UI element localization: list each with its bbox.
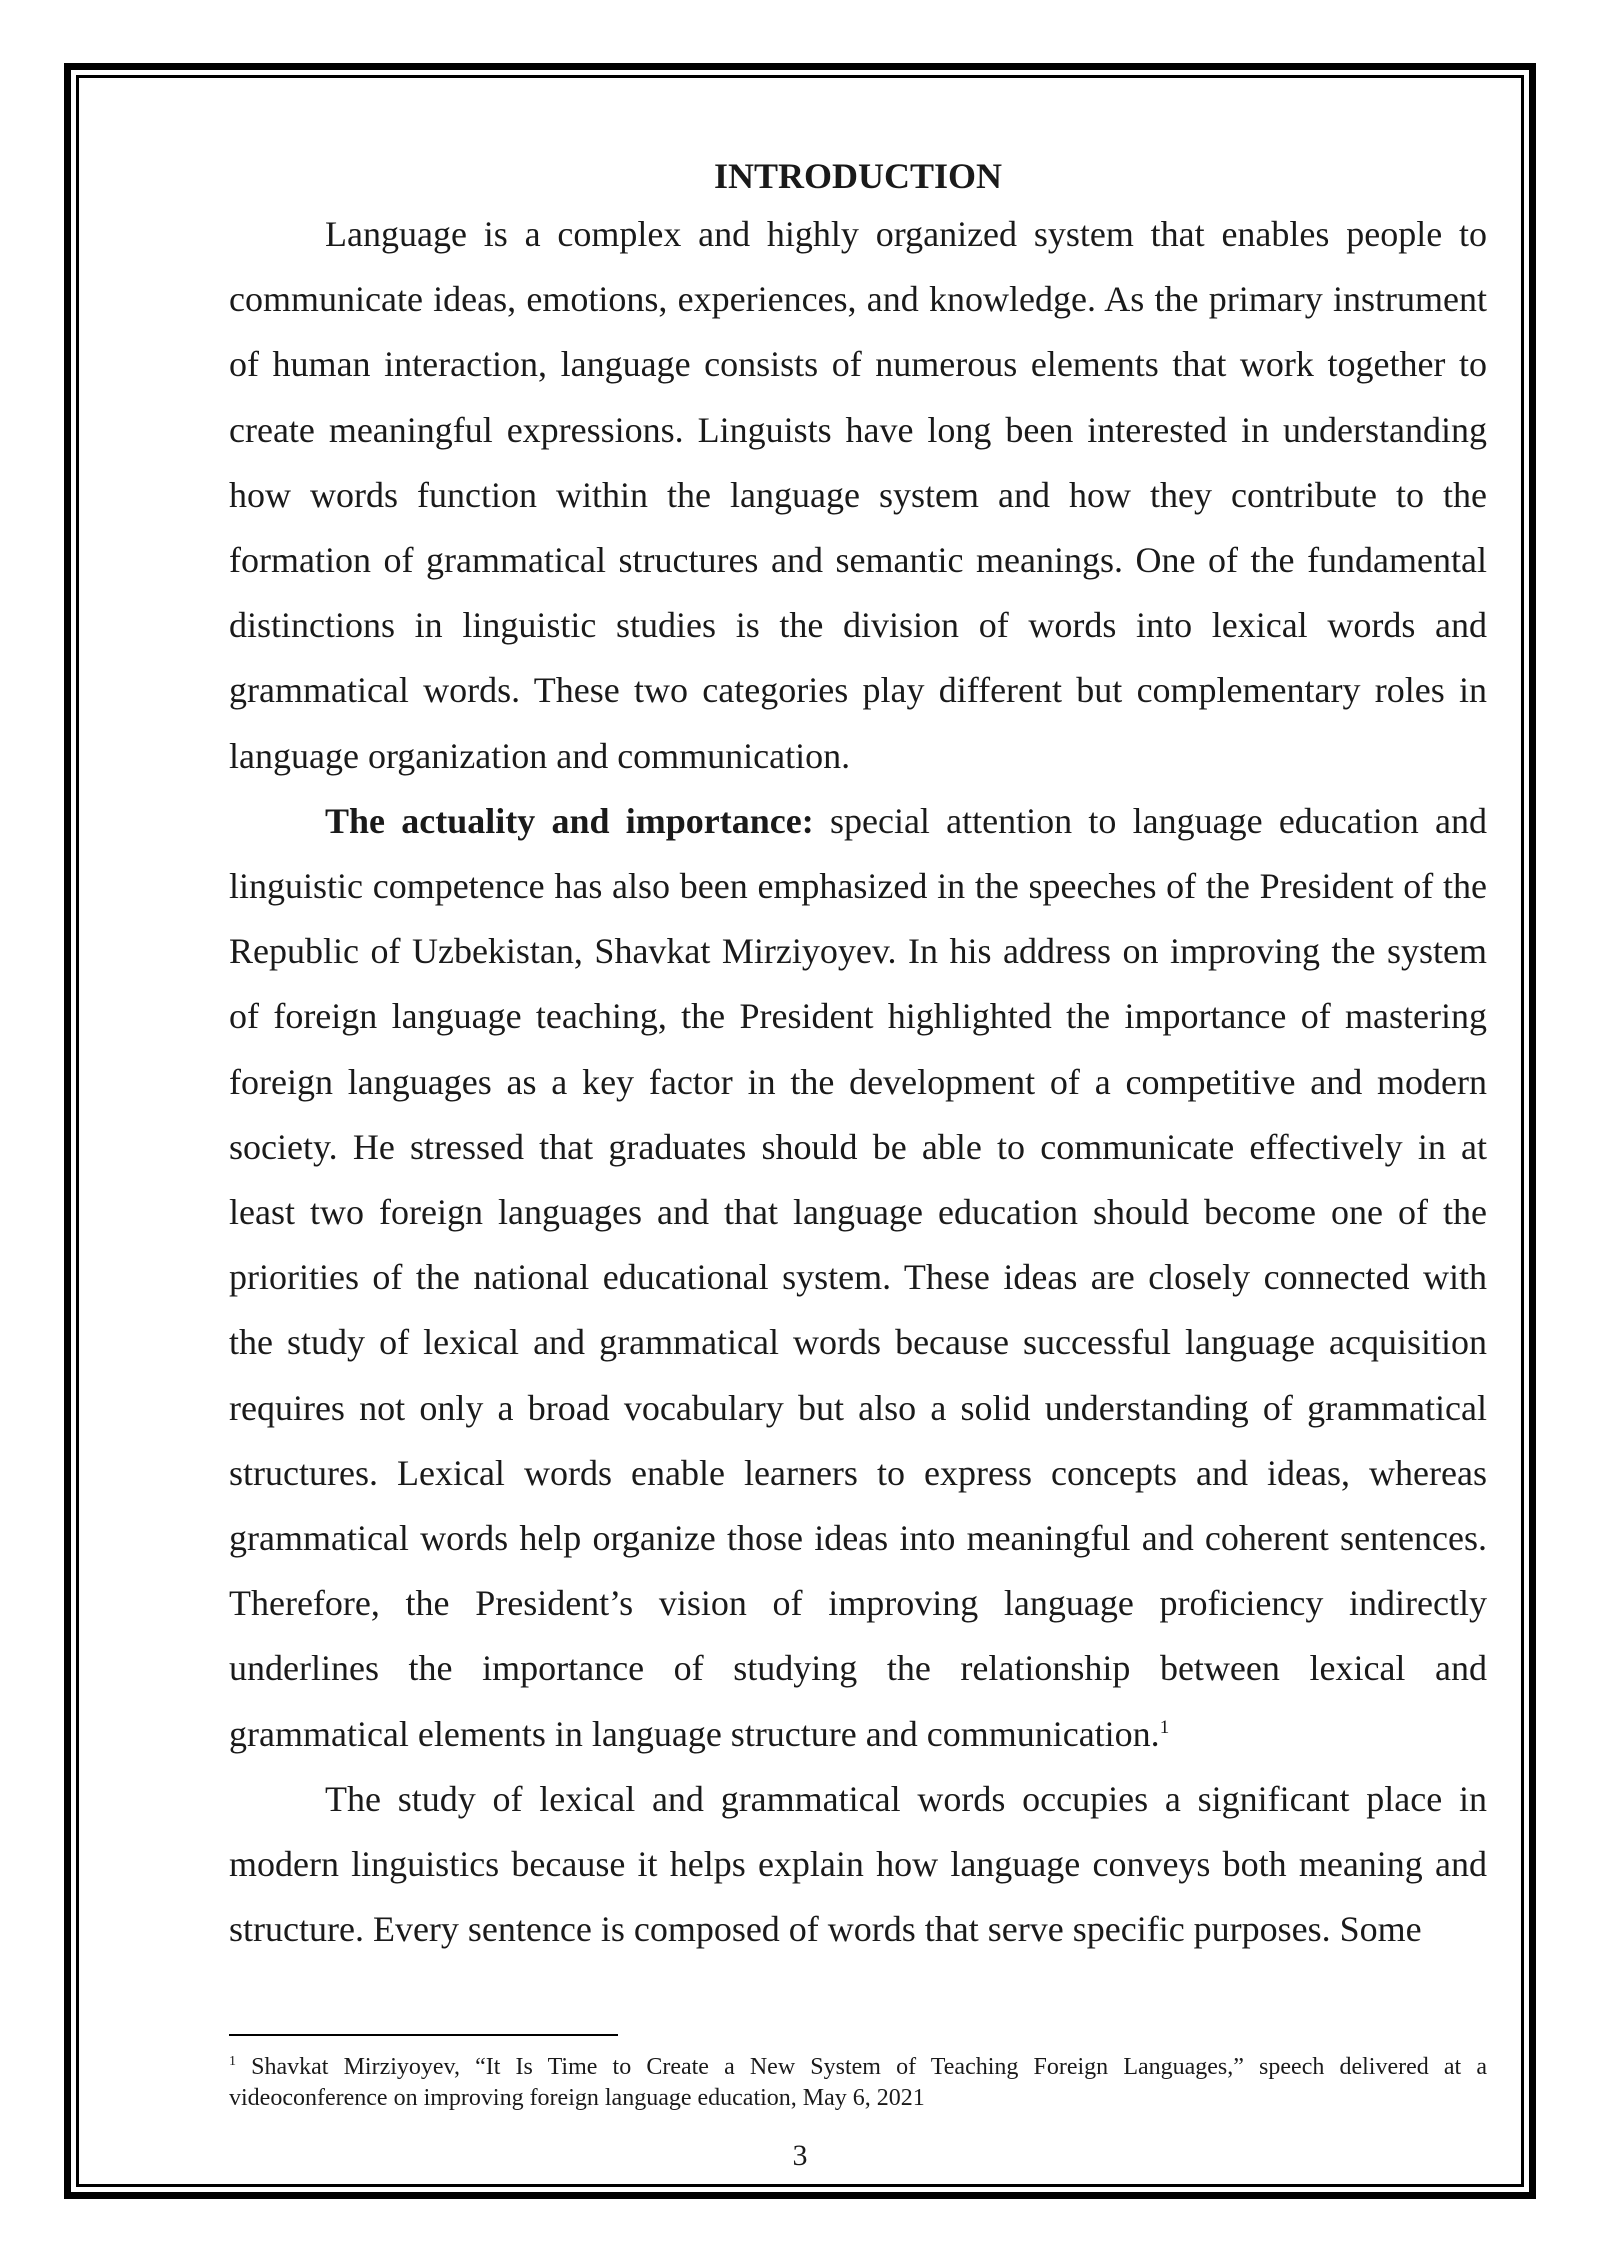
paragraph-introduction: [229, 202, 1487, 789]
section-title: INTRODUCTION: [713, 156, 1003, 196]
paragraph-actuality: [229, 789, 1487, 1767]
footnote-separator: [229, 2034, 618, 2036]
page-number: 3: [792, 2139, 808, 2172]
footnote-reference[interactable]: 1: [1159, 1716, 1170, 1738]
paragraph-lead-heading: The actuality and importance:: [325, 800, 814, 841]
footnote-text: Shavkat Mirziyoyev, “It Is Time to Create a New System of Teaching Foreign Languages,” speech delivered at a videoconference on improving foreign language education, May 6, 2021: [229, 2054, 1487, 2111]
paragraph-study: [229, 1767, 1487, 1963]
footnote: [229, 2052, 1487, 2114]
paragraph-text: Language is a complex and highly organized system that enables people to communicate ideas, emotions, experiences, and knowledge. As the primary instrument of human interaction, language consists of numerous elements that work together to create meaningful expressions. Linguists have long been interested in understanding how words function within the language system and how they contribute to the formation of grammatical structures and semantic meanings. One of the fundamental distinctions in linguistic studies is the division of words into lexical words and grammatical words. These two categories play different but complementary roles in language organization and communication.: [229, 214, 1487, 776]
paragraph-text: The study of lexical and grammatical words occupies a significant place in modern linguistics because it helps explain how language conveys both meaning and structure. Every sentence is composed of words that serve specific purposes. Some: [229, 1778, 1487, 1950]
footnote-marker: 1: [229, 2054, 236, 2069]
page-body: [229, 150, 1487, 1962]
paragraph-text: special attention to language education and linguistic competence has also been emphasized in the speeches of the President of the Republic of Uzbekistan, Shavkat Mirziyoyev. In his address on improving the system of foreign language teaching, the President highlighted the importance of mastering foreign languages as a key factor in the development of a competitive and modern society. He stressed that graduates should be able to communicate effectively in at least two foreign languages and that language education should become one of the priorities of the national educational system. These ideas are closely connected with the study of lexical and grammatical words because successful language acquisition requires not only a broad vocabulary but also a solid understanding of grammatical structures. Lexical words enable learners to express concepts and ideas, whereas grammatical words help organize those ideas into meaningful and coherent sentences. Therefore, the President’s vision of improving language proficiency indirectly underlines the importance of studying the relationship between lexical and grammatical elements in language structure and communication.: [229, 800, 1487, 1754]
